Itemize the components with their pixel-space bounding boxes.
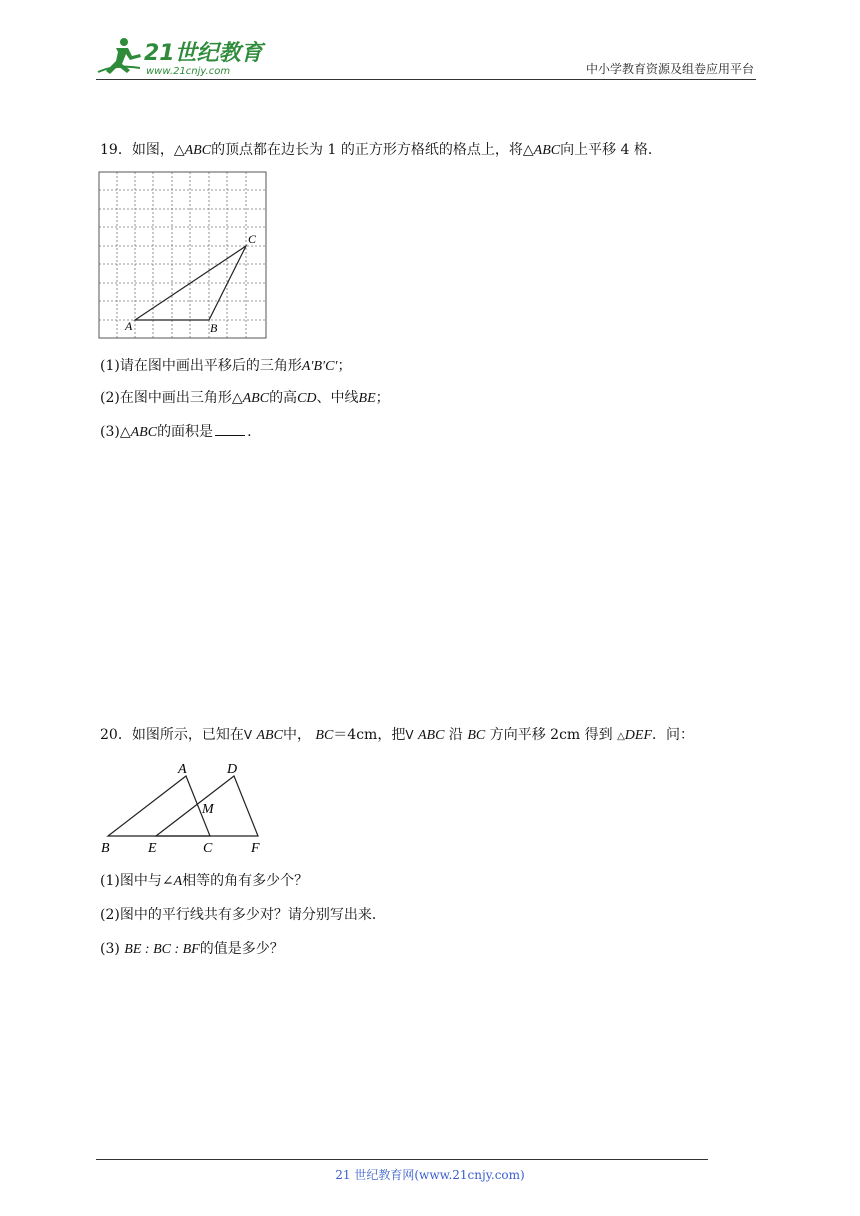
- q20-part1: (1)图中与∠A相等的角有多少个？: [100, 873, 309, 889]
- site-logo: [96, 34, 266, 80]
- label-b: B: [210, 321, 218, 335]
- label-a: A: [125, 319, 133, 333]
- q19-stem: 19．如图，△ABC的顶点都在边长为 1 的正方形方格纸的格点上，将△ABC向上平移 4 格．: [100, 142, 662, 158]
- header-divider: [96, 79, 756, 80]
- label-m: M: [202, 802, 214, 817]
- label-c: C: [203, 841, 213, 856]
- label-b: B: [101, 841, 110, 856]
- answer-blank: [215, 423, 245, 436]
- footer-source: 21 世纪教育网(www.21cnjy.com): [335, 1168, 525, 1182]
- label-e: E: [148, 841, 157, 856]
- logo-main: 21世纪教育: [144, 41, 263, 66]
- footer-divider: [96, 1159, 708, 1160]
- runner-icon: [98, 38, 141, 74]
- q20-figure: [98, 758, 278, 862]
- q19-part2: (2)在图中画出三角形△ABC的高CD、中线BE；: [100, 390, 390, 406]
- label-d: D: [227, 762, 238, 777]
- label-f: F: [251, 841, 260, 856]
- q19-part3: (3)△ABC的面积是 .: [100, 424, 252, 440]
- q19-grid-figure: [98, 171, 268, 343]
- q19-part1: (1)请在图中画出平移后的三角形A′B′C′；: [100, 358, 352, 374]
- label-a: A: [178, 762, 187, 777]
- header-platform-text: 中小学教育资源及组卷应用平台: [585, 62, 754, 76]
- q20-part2: (2)图中的平行线共有多少对？请分别写出来．: [100, 907, 386, 923]
- logo-url: www.21cnjy.com: [146, 66, 231, 77]
- label-c: C: [248, 232, 257, 246]
- q20-part3: (3) BE : BC : BF的值是多少？: [100, 941, 284, 957]
- q20-stem: 20．如图所示，已知在V ABC中， BC＝4cm，把V ABC 沿 BC 方向平移 2cm 得到 △DEF．问：: [100, 727, 695, 743]
